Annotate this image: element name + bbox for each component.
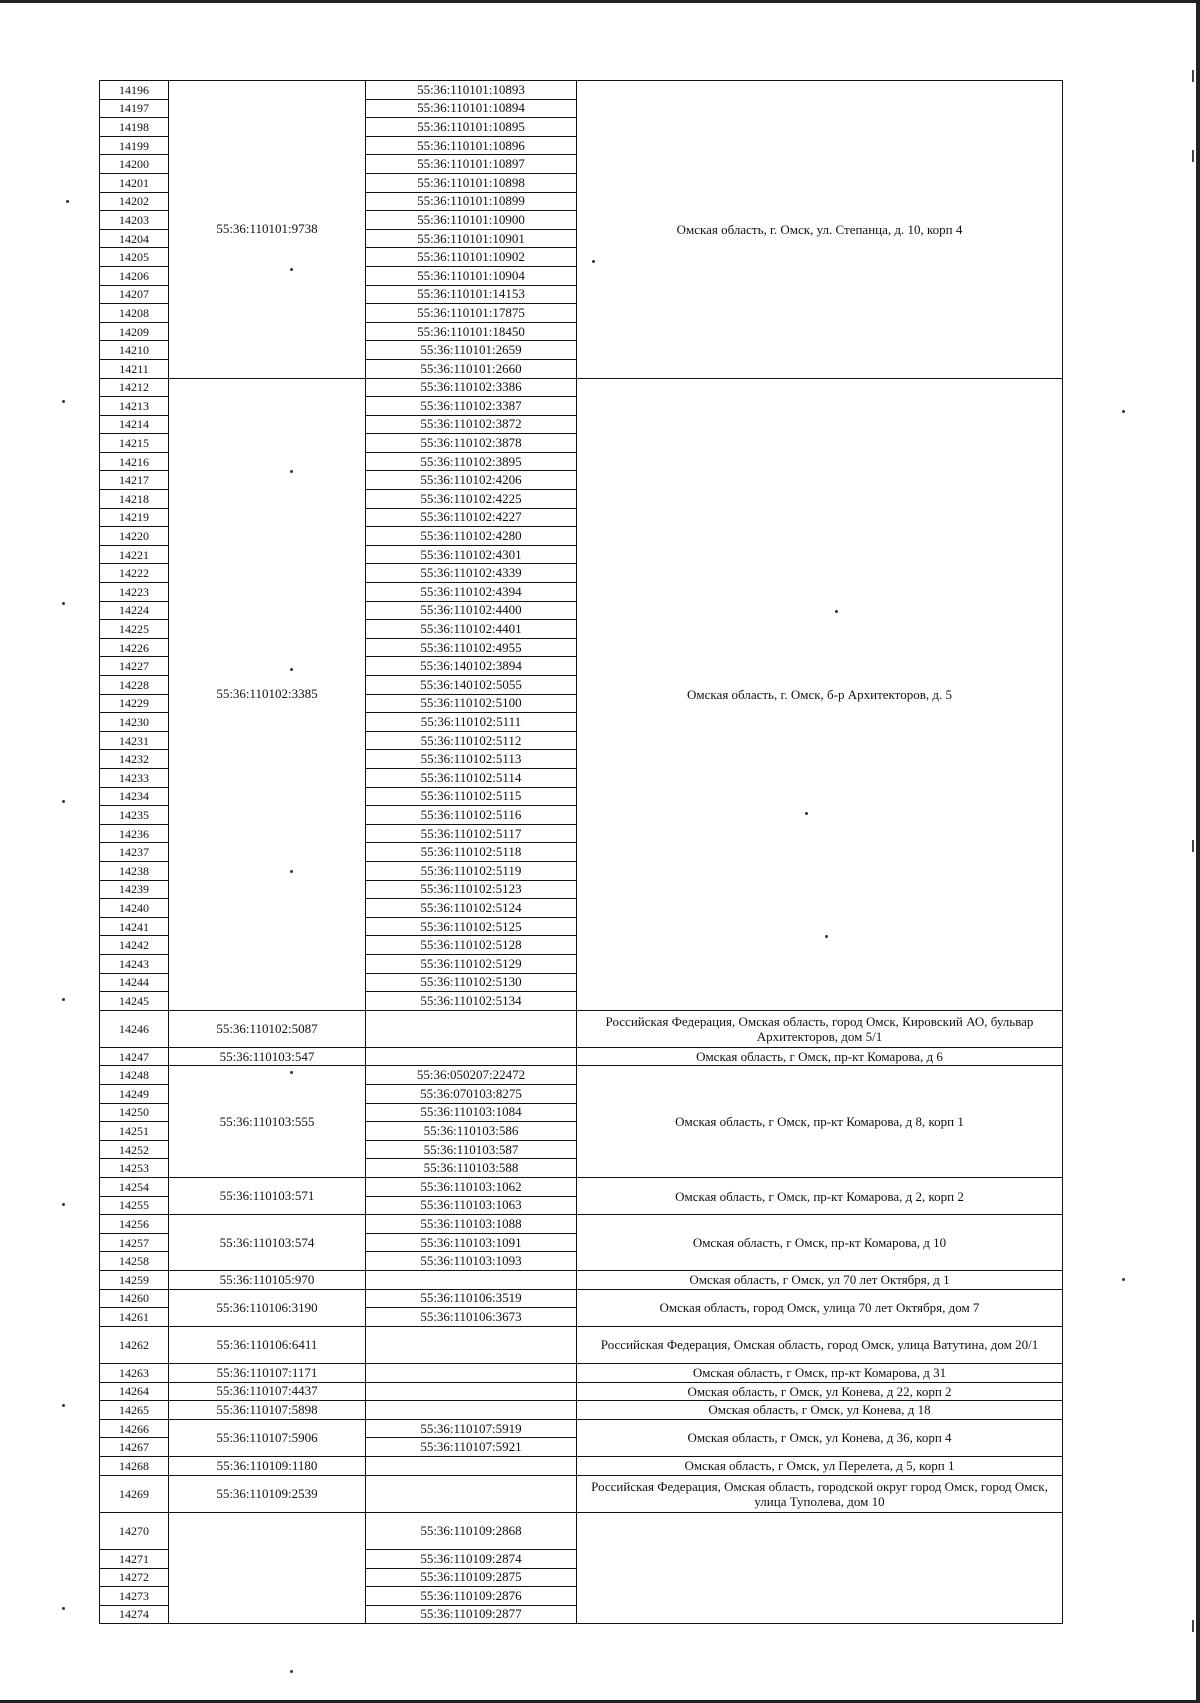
premises-cadastral-number-cell: 55:36:110102:5116 (366, 806, 577, 825)
scan-speck (62, 998, 65, 1001)
table-row (100, 1475, 1063, 1512)
premises-cadastral-number-cell: 55:36:110101:10894 (366, 99, 577, 118)
premises-cadastral-number-cell: 55:36:110102:4280 (366, 527, 577, 546)
row-number-cell: 14220 (100, 527, 169, 546)
premises-cadastral-number-cell: 55:36:110106:3673 (366, 1308, 577, 1327)
row-number-cell: 14201 (100, 173, 169, 192)
premises-cadastral-number-cell: 55:36:110102:5123 (366, 880, 577, 899)
table-row (100, 1010, 1063, 1047)
row-number-cell: 14221 (100, 545, 169, 564)
scan-speck (835, 610, 838, 613)
premises-cadastral-number-cell: 55:36:110102:4400 (366, 601, 577, 620)
scan-speck (62, 1203, 65, 1206)
address-cell: Омская область, г Омск, ул Конева, д 22, корп 2 (577, 1382, 1063, 1401)
row-number-cell: 14257 (100, 1233, 169, 1252)
premises-cadastral-number-cell: 55:36:110109:2876 (366, 1587, 577, 1606)
scan-speck (62, 1607, 65, 1610)
premises-cadastral-number-cell (366, 1047, 577, 1066)
scan-speck (592, 260, 595, 263)
premises-cadastral-number-cell: 55:36:110103:1063 (366, 1196, 577, 1215)
object-cadastral-number-cell: 55:36:110105:970 (169, 1271, 366, 1290)
address-cell: Омская область, г Омск, пр-кт Комарова, д 6 (577, 1047, 1063, 1066)
row-number-cell: 14213 (100, 397, 169, 416)
row-number-cell: 14219 (100, 508, 169, 527)
premises-cadastral-number-cell: 55:36:110102:4227 (366, 508, 577, 527)
scan-speck (62, 602, 65, 605)
row-number-cell: 14258 (100, 1252, 169, 1271)
premises-cadastral-number-cell (366, 1271, 577, 1290)
premises-cadastral-number-cell: 55:36:140102:5055 (366, 676, 577, 695)
scan-speck (62, 800, 65, 803)
premises-cadastral-number-cell: 55:36:110102:5119 (366, 861, 577, 880)
premises-cadastral-number-cell: 55:36:110109:2877 (366, 1605, 577, 1624)
row-number-cell: 14237 (100, 843, 169, 862)
premises-cadastral-number-cell: 55:36:110101:10896 (366, 136, 577, 155)
row-number-cell: 14228 (100, 676, 169, 695)
scan-speck (62, 1404, 65, 1407)
premises-cadastral-number-cell: 55:36:110101:2660 (366, 359, 577, 378)
premises-cadastral-number-cell: 55:36:110101:10898 (366, 173, 577, 192)
row-number-cell: 14236 (100, 824, 169, 843)
row-number-cell: 14207 (100, 285, 169, 304)
row-number-cell: 14225 (100, 620, 169, 639)
scan-speck (290, 1670, 293, 1673)
premises-cadastral-number-cell: 55:36:110103:1084 (366, 1103, 577, 1122)
row-number-cell: 14218 (100, 490, 169, 509)
row-number-cell: 14222 (100, 564, 169, 583)
row-number-cell: 14217 (100, 471, 169, 490)
row-number-cell: 14254 (100, 1178, 169, 1197)
premises-cadastral-number-cell: 55:36:110102:4301 (366, 545, 577, 564)
row-number-cell: 14249 (100, 1085, 169, 1104)
row-number-cell: 14229 (100, 694, 169, 713)
row-number-cell: 14198 (100, 118, 169, 137)
row-number-cell: 14204 (100, 229, 169, 248)
row-number-cell: 14253 (100, 1159, 169, 1178)
premises-cadastral-number-cell: 55:36:110102:4206 (366, 471, 577, 490)
scan-speck (290, 470, 293, 473)
row-number-cell: 14208 (100, 304, 169, 323)
row-number-cell: 14274 (100, 1605, 169, 1624)
table-row (100, 1326, 1063, 1363)
address-cell: Омская область, г Омск, пр-кт Комарова, д 2, корп 2 (577, 1178, 1063, 1215)
row-number-cell: 14250 (100, 1103, 169, 1122)
row-number-cell: 14202 (100, 192, 169, 211)
page-border-right (1196, 0, 1200, 1703)
row-number-cell: 14270 (100, 1512, 169, 1549)
premises-cadastral-number-cell: 55:36:110102:4225 (366, 490, 577, 509)
premises-cadastral-number-cell: 55:36:110102:5113 (366, 750, 577, 769)
table-row (100, 1215, 1063, 1234)
scan-speck (825, 935, 828, 938)
premises-cadastral-number-cell (366, 1363, 577, 1382)
premises-cadastral-number-cell: 55:36:110102:5125 (366, 917, 577, 936)
table-row (100, 1382, 1063, 1401)
row-number-cell: 14227 (100, 657, 169, 676)
address-cell: Омская область, г Омск, ул Конева, д 18 (577, 1401, 1063, 1420)
premises-cadastral-number-cell: 55:36:110102:5117 (366, 824, 577, 843)
premises-cadastral-number-cell (366, 1401, 577, 1420)
row-number-cell: 14251 (100, 1122, 169, 1141)
premises-cadastral-number-cell: 55:36:110106:3519 (366, 1289, 577, 1308)
row-number-cell: 14244 (100, 973, 169, 992)
scan-speck (1122, 1278, 1125, 1281)
premises-cadastral-number-cell: 55:36:110101:10900 (366, 211, 577, 230)
address-cell: Омская область, г. Омск, б-р Архитекторов, д. 5 (577, 378, 1063, 1010)
premises-cadastral-number-cell: 55:36:140102:3894 (366, 657, 577, 676)
premises-cadastral-number-cell: 55:36:110102:5111 (366, 713, 577, 732)
address-cell: Российская Федерация, Омская область, городской округ город Омск, город Омск, улица Туполева, дом 10 (577, 1475, 1063, 1512)
address-cell: Омская область, г. Омск, ул. Степанца, д. 10, корп 4 (577, 81, 1063, 379)
row-number-cell: 14231 (100, 731, 169, 750)
scan-speck (290, 268, 293, 271)
premises-cadastral-number-cell: 55:36:110103:1091 (366, 1233, 577, 1252)
table-row (100, 1419, 1063, 1438)
address-cell: Омская область, город Омск, улица 70 лет Октября, дом 7 (577, 1289, 1063, 1326)
row-number-cell: 14264 (100, 1382, 169, 1401)
row-number-cell: 14247 (100, 1047, 169, 1066)
premises-cadastral-number-cell: 55:36:110102:3872 (366, 415, 577, 434)
premises-cadastral-number-cell: 55:36:110101:10893 (366, 81, 577, 100)
row-number-cell: 14205 (100, 248, 169, 267)
row-number-cell: 14261 (100, 1308, 169, 1327)
object-cadastral-number-cell: 55:36:110103:555 (169, 1066, 366, 1178)
scan-edge-mark (1192, 70, 1194, 82)
row-number-cell: 14210 (100, 341, 169, 360)
row-number-cell: 14267 (100, 1438, 169, 1457)
premises-cadastral-number-cell: 55:36:110102:3878 (366, 434, 577, 453)
premises-cadastral-number-cell: 55:36:110102:5114 (366, 768, 577, 787)
scan-speck (290, 870, 293, 873)
scan-speck (805, 812, 808, 815)
object-cadastral-number-cell: 55:36:110107:4437 (169, 1382, 366, 1401)
row-number-cell: 14262 (100, 1326, 169, 1363)
address-cell: Омская область, г Омск, пр-кт Комарова, д 8, корп 1 (577, 1066, 1063, 1178)
row-number-cell: 14241 (100, 917, 169, 936)
object-cadastral-number-cell (169, 1512, 366, 1624)
row-number-cell: 14200 (100, 155, 169, 174)
object-cadastral-number-cell: 55:36:110109:2539 (169, 1475, 366, 1512)
premises-cadastral-number-cell: 55:36:110103:586 (366, 1122, 577, 1141)
row-number-cell: 14223 (100, 583, 169, 602)
row-number-cell: 14214 (100, 415, 169, 434)
address-cell: Омская область, г Омск, пр-кт Комарова, д 10 (577, 1215, 1063, 1271)
row-number-cell: 14233 (100, 768, 169, 787)
premises-cadastral-number-cell: 55:36:110102:5112 (366, 731, 577, 750)
row-number-cell: 14209 (100, 322, 169, 341)
row-number-cell: 14268 (100, 1456, 169, 1475)
row-number-cell: 14235 (100, 806, 169, 825)
row-number-cell: 14224 (100, 601, 169, 620)
row-number-cell: 14240 (100, 899, 169, 918)
premises-cadastral-number-cell: 55:36:110101:10902 (366, 248, 577, 267)
scan-speck (62, 400, 65, 403)
row-number-cell: 14266 (100, 1419, 169, 1438)
table-row (100, 1047, 1063, 1066)
premises-cadastral-number-cell: 55:36:110101:10904 (366, 266, 577, 285)
row-number-cell: 14211 (100, 359, 169, 378)
row-number-cell: 14243 (100, 954, 169, 973)
row-number-cell: 14216 (100, 452, 169, 471)
scan-edge-mark (1192, 1620, 1194, 1632)
premises-cadastral-number-cell: 55:36:110101:10901 (366, 229, 577, 248)
table-row (100, 1066, 1063, 1085)
premises-cadastral-number-cell: 55:36:110102:3386 (366, 378, 577, 397)
table-row (100, 81, 1063, 100)
object-cadastral-number-cell: 55:36:110103:571 (169, 1178, 366, 1215)
table-row (100, 1401, 1063, 1420)
premises-cadastral-number-cell: 55:36:110101:2659 (366, 341, 577, 360)
cadastral-registry-table (99, 80, 1063, 1624)
row-number-cell: 14212 (100, 378, 169, 397)
premises-cadastral-number-cell: 55:36:110103:1062 (366, 1178, 577, 1197)
premises-cadastral-number-cell (366, 1010, 577, 1047)
object-cadastral-number-cell: 55:36:110102:3385 (169, 378, 366, 1010)
row-number-cell: 14238 (100, 861, 169, 880)
premises-cadastral-number-cell: 55:36:110101:14153 (366, 285, 577, 304)
premises-cadastral-number-cell: 55:36:110101:10895 (366, 118, 577, 137)
object-cadastral-number-cell: 55:36:110107:5898 (169, 1401, 366, 1420)
premises-cadastral-number-cell: 55:36:110102:4401 (366, 620, 577, 639)
table-row (100, 1512, 1063, 1549)
object-cadastral-number-cell: 55:36:110103:574 (169, 1215, 366, 1271)
page-border-top (0, 0, 1200, 3)
scan-speck (290, 1071, 293, 1074)
row-number-cell: 14265 (100, 1401, 169, 1420)
premises-cadastral-number-cell: 55:36:110102:4394 (366, 583, 577, 602)
scan-speck (66, 200, 69, 203)
row-number-cell: 14206 (100, 266, 169, 285)
table-row (100, 1289, 1063, 1308)
object-cadastral-number-cell: 55:36:110103:547 (169, 1047, 366, 1066)
table-row (100, 1271, 1063, 1290)
row-number-cell: 14197 (100, 99, 169, 118)
premises-cadastral-number-cell: 55:36:110102:5130 (366, 973, 577, 992)
premises-cadastral-number-cell: 55:36:110102:5124 (366, 899, 577, 918)
object-cadastral-number-cell: 55:36:110101:9738 (169, 81, 366, 379)
row-number-cell: 14256 (100, 1215, 169, 1234)
premises-cadastral-number-cell: 55:36:110102:3895 (366, 452, 577, 471)
object-cadastral-number-cell: 55:36:110106:6411 (169, 1326, 366, 1363)
row-number-cell: 14259 (100, 1271, 169, 1290)
scan-speck (290, 668, 293, 671)
row-number-cell: 14203 (100, 211, 169, 230)
address-cell: Омская область, г Омск, ул 70 лет Октября, д 1 (577, 1271, 1063, 1290)
row-number-cell: 14248 (100, 1066, 169, 1085)
row-number-cell: 14232 (100, 750, 169, 769)
premises-cadastral-number-cell: 55:36:050207:22472 (366, 1066, 577, 1085)
row-number-cell: 14246 (100, 1010, 169, 1047)
premises-cadastral-number-cell: 55:36:110102:4339 (366, 564, 577, 583)
premises-cadastral-number-cell: 55:36:110109:2874 (366, 1549, 577, 1568)
premises-cadastral-number-cell: 55:36:110101:18450 (366, 322, 577, 341)
premises-cadastral-number-cell: 55:36:110102:5128 (366, 936, 577, 955)
object-cadastral-number-cell: 55:36:110107:1171 (169, 1363, 366, 1382)
premises-cadastral-number-cell (366, 1326, 577, 1363)
premises-cadastral-number-cell: 55:36:110109:2868 (366, 1512, 577, 1549)
premises-cadastral-number-cell: 55:36:110107:5921 (366, 1438, 577, 1457)
row-number-cell: 14234 (100, 787, 169, 806)
row-number-cell: 14272 (100, 1568, 169, 1587)
object-cadastral-number-cell: 55:36:110109:1180 (169, 1456, 366, 1475)
address-cell: Омская область, г Омск, пр-кт Комарова, д 31 (577, 1363, 1063, 1382)
table-row (100, 1456, 1063, 1475)
premises-cadastral-number-cell: 55:36:110103:587 (366, 1140, 577, 1159)
premises-cadastral-number-cell: 55:36:110103:1088 (366, 1215, 577, 1234)
premises-cadastral-number-cell: 55:36:110101:10897 (366, 155, 577, 174)
premises-cadastral-number-cell: 55:36:110109:2875 (366, 1568, 577, 1587)
premises-cadastral-number-cell: 55:36:110102:5115 (366, 787, 577, 806)
row-number-cell: 14263 (100, 1363, 169, 1382)
premises-cadastral-number-cell: 55:36:110107:5919 (366, 1419, 577, 1438)
premises-cadastral-number-cell: 55:36:110102:5134 (366, 992, 577, 1011)
row-number-cell: 14271 (100, 1549, 169, 1568)
premises-cadastral-number-cell: 55:36:110101:10899 (366, 192, 577, 211)
row-number-cell: 14230 (100, 713, 169, 732)
address-cell: Омская область, г Омск, ул Конева, д 36, корп 4 (577, 1419, 1063, 1456)
row-number-cell: 14255 (100, 1196, 169, 1215)
row-number-cell: 14239 (100, 880, 169, 899)
address-cell (577, 1512, 1063, 1624)
premises-cadastral-number-cell: 55:36:070103:8275 (366, 1085, 577, 1104)
object-cadastral-number-cell: 55:36:110106:3190 (169, 1289, 366, 1326)
premises-cadastral-number-cell: 55:36:110101:17875 (366, 304, 577, 323)
object-cadastral-number-cell: 55:36:110107:5906 (169, 1419, 366, 1456)
scan-edge-mark (1192, 840, 1194, 852)
address-cell: Российская Федерация, Омская область, город Омск, улица Ватутина, дом 20/1 (577, 1326, 1063, 1363)
premises-cadastral-number-cell (366, 1382, 577, 1401)
address-cell: Омская область, г Омск, ул Перелета, д 5, корп 1 (577, 1456, 1063, 1475)
scan-speck (1122, 410, 1125, 413)
premises-cadastral-number-cell: 55:36:110102:3387 (366, 397, 577, 416)
object-cadastral-number-cell: 55:36:110102:5087 (169, 1010, 366, 1047)
row-number-cell: 14226 (100, 638, 169, 657)
row-number-cell: 14273 (100, 1587, 169, 1606)
row-number-cell: 14196 (100, 81, 169, 100)
premises-cadastral-number-cell: 55:36:110103:1093 (366, 1252, 577, 1271)
scan-edge-mark (1192, 150, 1194, 162)
row-number-cell: 14199 (100, 136, 169, 155)
row-number-cell: 14242 (100, 936, 169, 955)
premises-cadastral-number-cell (366, 1475, 577, 1512)
premises-cadastral-number-cell: 55:36:110102:4955 (366, 638, 577, 657)
table-row (100, 378, 1063, 397)
row-number-cell: 14260 (100, 1289, 169, 1308)
row-number-cell: 14215 (100, 434, 169, 453)
row-number-cell: 14252 (100, 1140, 169, 1159)
premises-cadastral-number-cell: 55:36:110102:5118 (366, 843, 577, 862)
premises-cadastral-number-cell (366, 1456, 577, 1475)
address-cell: Российская Федерация, Омская область, город Омск, Кировский АО, бульвар Архитекторов, дом 5/1 (577, 1010, 1063, 1047)
table-row (100, 1363, 1063, 1382)
row-number-cell: 14269 (100, 1475, 169, 1512)
premises-cadastral-number-cell: 55:36:110102:5129 (366, 954, 577, 973)
registry-body (100, 81, 1063, 1624)
table-row (100, 1178, 1063, 1197)
premises-cadastral-number-cell: 55:36:110102:5100 (366, 694, 577, 713)
premises-cadastral-number-cell: 55:36:110103:588 (366, 1159, 577, 1178)
row-number-cell: 14245 (100, 992, 169, 1011)
